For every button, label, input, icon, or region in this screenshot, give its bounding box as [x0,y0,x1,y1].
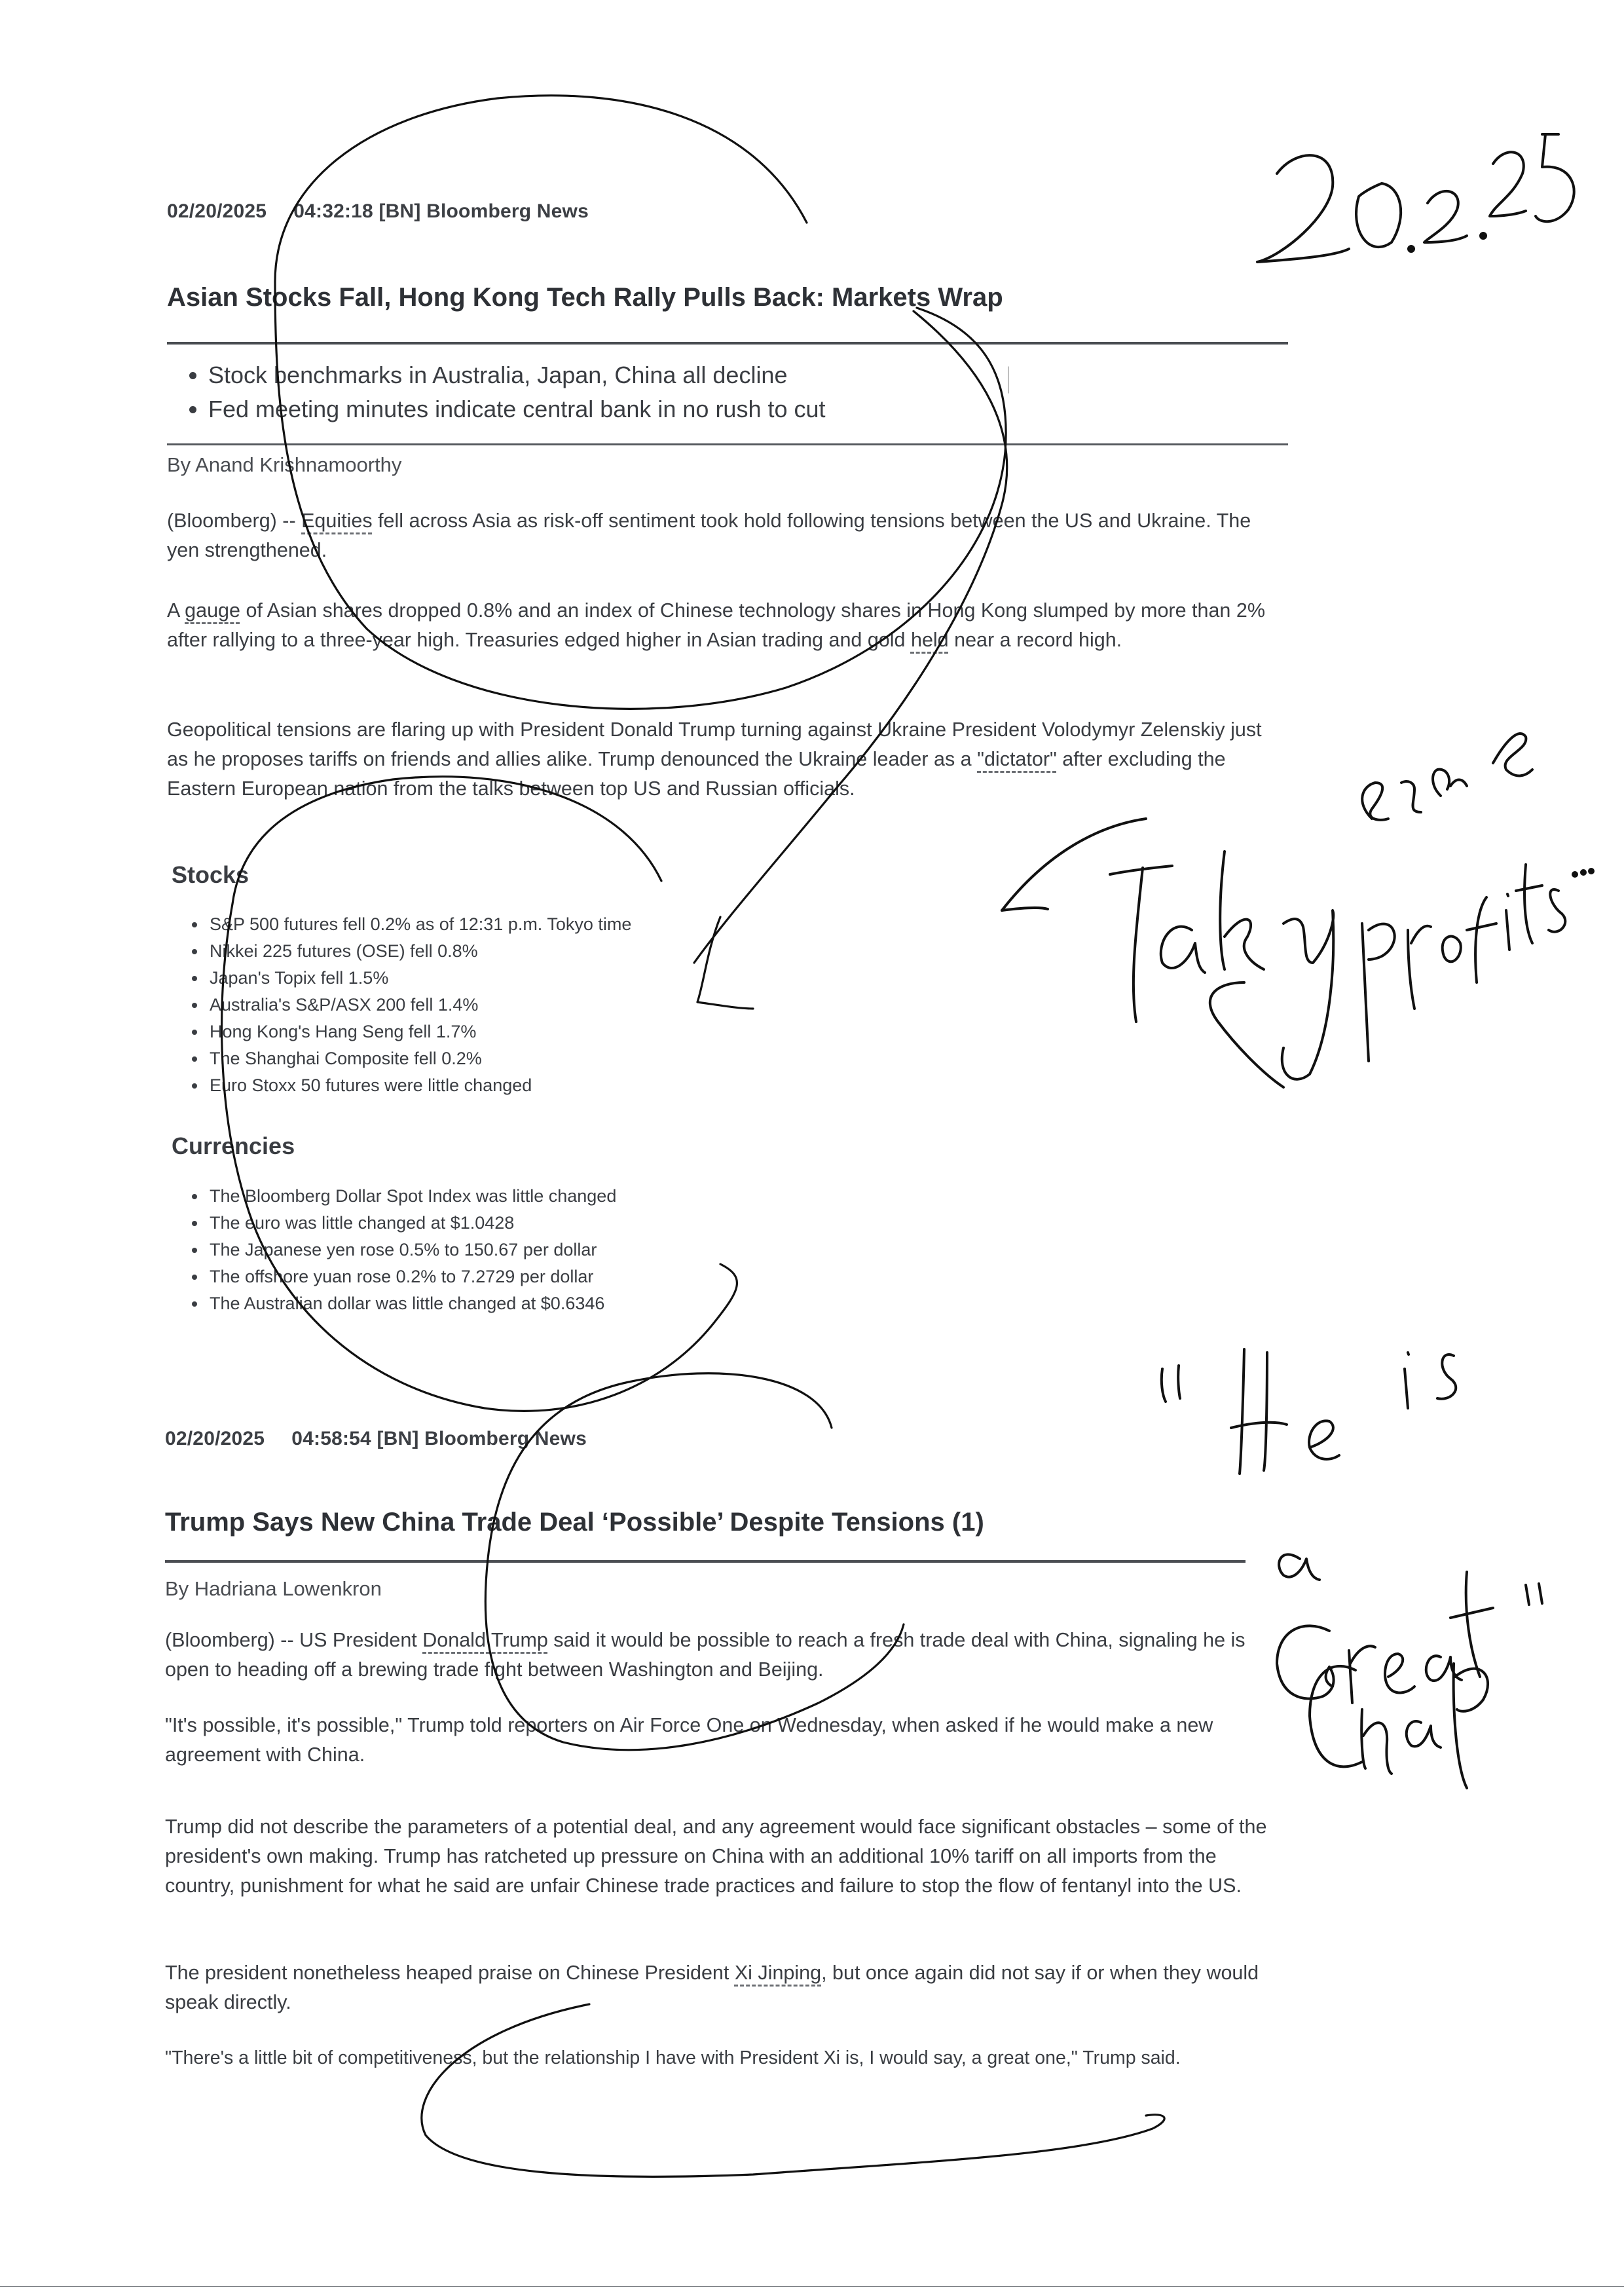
ink-oval-bottom [422,2004,1164,2176]
summary-bullet: • Fed meeting minutes indicate central bank in no rush to cut [208,392,826,426]
text: The president nonetheless heaped praise on Chinese President [165,1962,735,1984]
ink-date-note [1257,134,1574,262]
currencies-heading: Currencies [172,1132,295,1159]
stocks-item: • Australia's S&P/ASX 200 fell 1.4% [207,992,631,1018]
text: (Bloomberg) -- US President [165,1629,423,1651]
article1-headline-rule [167,342,1288,345]
text: after excluding the Eastern European nation from the talks between top US and Russian officials. [167,748,1226,800]
article2-date: 02/20/2025 [165,1428,265,1449]
currencies-list [168,1183,616,1317]
scan-edge-line [0,2286,1624,2287]
article2-paragraph-2: "It's possible, it's possible," Trump told reporters on Air Force One on Wednesday, when asked if he would make a new agreement with China. [165,1714,1213,1766]
link-gauge[interactable]: gauge [185,599,240,622]
article1-summary-bullets [169,358,826,426]
article2-byline: By Hadriana Lowenkron [165,1577,382,1600]
text: Geopolitical tensions are flaring up with President Donald Trump turning against Ukraine President Volodymyr Zelenskiy just as he proposes tariffs on friends and allies alike. Trump denounced the Ukraine leader as a [167,718,1262,770]
stocks-item: • The Shanghai Composite fell 0.2% [207,1045,631,1072]
currencies-item: • The Bloomberg Dollar Spot Index was little changed [207,1183,616,1210]
link-equities[interactable]: Equities [301,510,373,532]
currencies-item: • The Australian dollar was little changed at $0.6346 [207,1290,616,1317]
article1-paragraph-2 [167,596,1287,655]
stocks-heading: Stocks [172,861,249,888]
article1-paragraph-1 [167,506,1287,565]
article2-paragraph-3: Trump did not describe the parameters of a potential deal, and any agreement would face significant obstacles – some of the president's own making. Trump has ratcheted up pressure on China with an additional 10% tariff on all imports from the country, punishment for what he said are unfair Chinese trade practices and failure to stop the flow of fentanyl into the US. [165,1816,1267,1897]
article2-time-source: 04:58:54 [BN] Bloomberg News [291,1428,587,1449]
text: (Bloomberg) -- [167,510,302,532]
article1-time-source: 04:32:18 [BN] Bloomberg News [293,200,589,222]
text: of Asian shares dropped 0.8% and an index of Chinese technology shares in Hong Kong slumped by more than 2% after rallying to a three-year high. Treasuries edged higher in Asian trading and gold [167,599,1265,651]
article2-paragraph-4 [165,1958,1278,2017]
article1-date: 02/20/2025 [167,200,267,222]
currencies-item: • The Japanese yen rose 0.5% to 150.67 per dollar [207,1237,616,1263]
stocks-list [168,911,631,1099]
stocks-item: • Hong Kong's Hang Seng fell 1.7% [207,1018,631,1045]
text: , but once again did not say if or when they would speak directly. [165,1962,1259,2013]
article1-meta [167,200,589,223]
currencies-item: • The offshore yuan rose 0.2% to 7.2729 per dollar [207,1263,616,1290]
text: A [167,599,185,622]
article2-paragraph-1 [165,1626,1285,1685]
stocks-item: • Euro Stoxx 50 futures were little changed [207,1072,631,1099]
currencies-item: • The euro was little changed at $1.0428 [207,1210,616,1237]
article2-headline: Trump Says New China Trade Deal ‘Possible’ Despite Tensions (1) [165,1508,984,1537]
article1-byline: By Anand Krishnamoorthy [167,453,402,476]
article1-headline: Asian Stocks Fall, Hong Kong Tech Rally Pulls Back: Markets Wrap [167,283,1003,312]
article2-headline-rule [165,1560,1246,1563]
ink-arrowhead [697,917,753,1009]
text: near a record high. [948,629,1122,651]
stocks-item: • Nikkei 225 futures (OSE) fell 0.8% [207,938,631,965]
summary-bullet: • Stock benchmarks in Australia, Japan, China all decline [208,358,826,392]
link-held[interactable]: held [910,629,949,651]
link-dictator[interactable]: "dictator" [977,748,1057,770]
text: said it would be possible to reach a fresh trade deal with China, signaling he is open to heading off a brewing trade fight between Washington and Beijing. [165,1629,1246,1681]
article2-paragraph-5: "There's a little bit of competitiveness, but the relationship I have with President Xi is, I would say, a great one," Trump said. [165,2047,1181,2068]
article1-summary-rule [167,443,1288,445]
stocks-item: • S&P 500 futures fell 0.2% as of 12:31 p.m. Tokyo time [207,911,631,938]
link-donald-trump[interactable]: Donald Trump [422,1629,548,1651]
link-xi-jinping[interactable]: Xi Jinping [734,1962,822,1984]
text: fell across Asia as risk-off sentiment took hold following tensions between the US and Ukraine. The yen strengthened. [167,510,1251,561]
stocks-item: • Japan's Topix fell 1.5% [207,965,631,992]
article1-paragraph-3 [167,715,1287,804]
article2-meta [165,1428,587,1450]
